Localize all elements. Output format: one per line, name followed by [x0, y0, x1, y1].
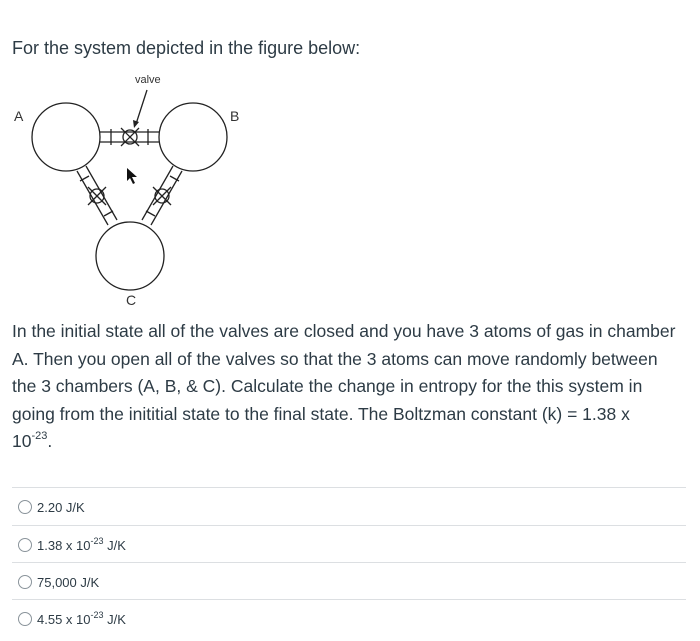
answer-label-exponent: -23 — [90, 536, 104, 546]
chamber-b-label: B — [230, 108, 240, 124]
answer-option-4[interactable] — [12, 599, 686, 636]
chamber-diagram-svg — [0, 0, 700, 320]
question-body-line: A. Then you open all of the valves so that the 3 atoms can move randomly between — [12, 348, 658, 369]
chamber-diagram — [0, 0, 700, 320]
answer-label-unit: J/K — [103, 538, 126, 553]
answer-option-1[interactable] — [12, 487, 686, 524]
valve-pointer-line — [136, 90, 147, 124]
answer-label-unit: J/K — [103, 612, 126, 627]
radio-button[interactable] — [18, 538, 32, 552]
answer-option-2[interactable] — [12, 525, 686, 562]
constant-base: 10 — [12, 431, 32, 451]
answer-label: 75,000 J/K — [37, 575, 100, 590]
chamber-c-label: C — [126, 292, 137, 308]
constant-exponent: -23 — [31, 430, 48, 442]
answer-label-exponent: -23 — [90, 610, 104, 620]
answer-label — [37, 612, 126, 627]
radio-button[interactable] — [18, 500, 32, 514]
question-body-line: the 3 chambers (A, B, & C). Calculate the change in entropy for the this system in — [12, 376, 643, 396]
question-body — [12, 318, 688, 456]
chamber-c-circle — [96, 222, 164, 290]
answer-label: 2.20 J/K — [37, 500, 85, 515]
question-header: For the system depicted in the figure below: — [12, 38, 361, 58]
valve-label: valve — [135, 74, 161, 86]
valve-pointer-arrowhead — [133, 120, 139, 128]
answer-label — [37, 538, 126, 553]
radio-button[interactable] — [18, 612, 32, 626]
radio-button[interactable] — [18, 575, 32, 589]
question-body-line: going from the inititial state to the final state. The Boltzman constant (k) = 1.38 x — [12, 403, 630, 424]
valve-a-b — [121, 128, 139, 146]
answer-option-3[interactable] — [12, 562, 686, 599]
question-body-line: In the initial state all of the valves are closed and you have 3 atoms of gas in chamber — [12, 321, 676, 341]
mouse-cursor-icon — [127, 168, 137, 184]
constant-end: . — [47, 431, 53, 451]
chamber-a-circle — [32, 103, 100, 171]
answer-label-base: 1.38 x 10 — [37, 538, 91, 553]
answer-label-base: 4.55 x 10 — [37, 612, 91, 627]
chamber-b-circle — [159, 103, 227, 171]
question-body-line — [12, 428, 688, 456]
chamber-a-label: A — [14, 108, 24, 124]
